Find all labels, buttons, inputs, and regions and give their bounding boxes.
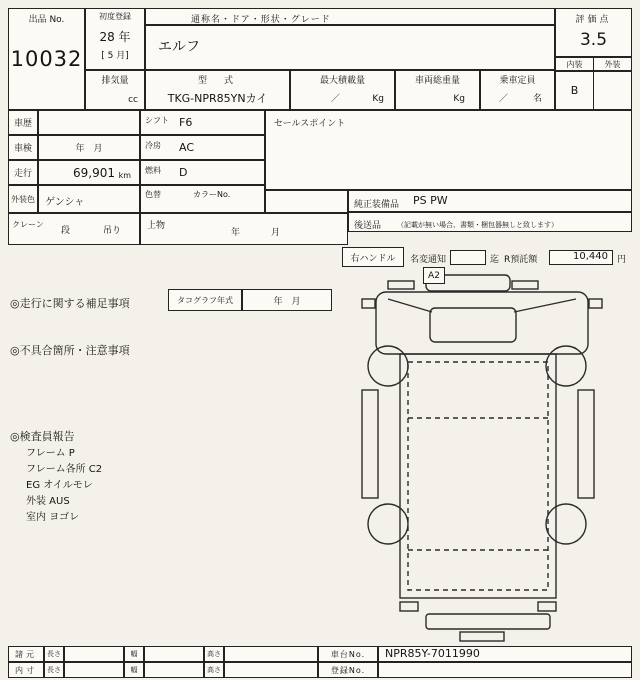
model-code-value: TKG-NPR85YNカイ xyxy=(167,92,268,105)
registration-no-label: 登録No. xyxy=(318,662,378,678)
inspector-report-list xyxy=(26,446,102,526)
until-label: 迄 xyxy=(490,255,500,265)
first-registration-month: [ 5 月] xyxy=(101,51,129,61)
mileage-label: 走行 xyxy=(8,160,38,185)
crane-label: クレーン xyxy=(12,220,44,229)
inner-height-label: 高さ xyxy=(204,662,224,678)
gross-weight-cell xyxy=(395,70,480,110)
chassis-no-value-cell xyxy=(378,646,632,662)
first-registration-cell xyxy=(85,8,145,70)
inspector-report-item: 室内 ヨゴレ xyxy=(26,512,80,523)
capacity-unit: 名 xyxy=(532,94,542,104)
fuel-value: D xyxy=(179,166,188,179)
body-month-label: 月 xyxy=(271,228,281,238)
later-items-cell xyxy=(348,212,632,232)
first-registration-label: 初度登録 xyxy=(99,12,131,21)
crane-stage-label: 段 xyxy=(61,226,71,236)
crane-cell xyxy=(8,213,140,245)
capacity-label: 乗車定員 xyxy=(499,76,536,86)
later-items-note: （記載が無い場合、書類・梱包器無しと致します） xyxy=(397,221,558,229)
mileage-note-heading: ◎走行に関する補足事項 xyxy=(10,297,130,310)
vehicle-name-cell xyxy=(145,25,555,70)
later-items-label: 後送品 xyxy=(354,221,382,231)
inspection-label: 車検 xyxy=(8,135,38,160)
inspector-report-item: EG オイルモレ xyxy=(26,480,93,491)
exterior-color-value: ゲンシャ xyxy=(45,197,85,208)
gross-weight-label: 車両総重量 xyxy=(414,76,460,86)
inspection-value: 年 月 xyxy=(38,135,140,160)
inner-length-label: 長さ xyxy=(44,662,64,678)
body-cell xyxy=(140,213,348,245)
exterior-color-cell xyxy=(38,185,140,213)
history-label: 車歴 xyxy=(8,110,38,135)
repaint-cell xyxy=(140,185,265,213)
vehicle-name-header-label: 通称名・ドア・形状・グレード xyxy=(191,15,331,25)
inner-row-label: 内寸 xyxy=(8,662,44,678)
registration-no-value-cell xyxy=(378,662,632,678)
spec-width-label: 幅 xyxy=(124,646,144,662)
truck-top-view-diagram xyxy=(342,266,634,646)
interior-exterior-values xyxy=(555,71,632,110)
fuel-label: 燃料 xyxy=(145,166,161,175)
sales-point-cell xyxy=(265,110,632,190)
max-load-label: 最大積載量 xyxy=(319,76,365,86)
first-registration-year: 28 年 xyxy=(99,30,131,44)
spec-length-label: 長さ xyxy=(44,646,64,662)
model-code-label: 型 式 xyxy=(197,76,237,86)
inner-width-value xyxy=(144,662,204,678)
deposit-unit: 円 xyxy=(617,255,627,265)
tachograph-label-box: タコグラフ年式 xyxy=(168,289,242,311)
max-load-cell xyxy=(290,70,395,110)
fuel-cell xyxy=(140,160,265,185)
spec-height-value xyxy=(224,646,318,662)
inspector-report-item: 外装 AUS xyxy=(26,496,70,507)
displacement-label: 排気量 xyxy=(101,76,129,86)
model-code-cell xyxy=(145,70,290,110)
grade-mark-badge: A2 xyxy=(423,267,445,284)
body-label: 上物 xyxy=(147,221,166,231)
cooling-cell xyxy=(140,135,265,160)
exterior-grade-value xyxy=(593,72,631,109)
sales-point-label: セールスポイント xyxy=(274,119,346,129)
deposit-value-box xyxy=(549,250,613,265)
mileage-unit: km xyxy=(118,171,131,180)
steering-badge: 右ハンドル xyxy=(342,247,404,267)
lot-number-cell xyxy=(8,8,85,110)
repaint-label: 色替 xyxy=(145,190,161,199)
name-change-date-box xyxy=(450,250,486,265)
inner-length-value xyxy=(64,662,124,678)
body-year-label: 年 xyxy=(231,228,241,238)
chassis-no-label: 車台No. xyxy=(318,646,378,662)
max-load-unit: Kg xyxy=(372,94,384,104)
interior-grade-value: B xyxy=(570,84,579,97)
cooling-label: 冷房 xyxy=(145,141,161,150)
max-load-slash: ／ xyxy=(331,94,341,104)
inner-height-value xyxy=(224,662,318,678)
oem-equipment-label: 純正装備品 xyxy=(354,200,400,210)
defects-heading: ◎不具合箇所・注意事項 xyxy=(10,344,130,357)
inner-width-label: 幅 xyxy=(124,662,144,678)
displacement-cell xyxy=(85,70,145,110)
score-label: 評価点 xyxy=(575,15,612,25)
inspector-report-item: フレーム P xyxy=(26,448,75,459)
vehicle-name-header-cell xyxy=(145,8,555,25)
capacity-cell xyxy=(480,70,555,110)
lot-number-label: 出品 No. xyxy=(28,15,65,25)
score-cell xyxy=(555,8,632,57)
exterior-label: 外装 xyxy=(593,58,631,70)
spec-width-value xyxy=(144,646,204,662)
shift-label: シフト xyxy=(145,116,169,125)
shift-cell xyxy=(140,110,265,135)
lot-number-value: 10032 xyxy=(10,47,83,71)
exterior-color-label: 外装色 xyxy=(8,185,38,213)
cooling-value: AC xyxy=(179,141,195,154)
deposit-value: 10,440 xyxy=(573,251,608,262)
name-change-label: 名変通知 xyxy=(410,255,447,265)
mileage-value: 69,901 xyxy=(73,166,115,180)
oem-equipment-value: PS PW xyxy=(413,194,448,207)
chassis-no-value: NPR85Y-7011990 xyxy=(385,647,480,660)
shift-value: F6 xyxy=(179,116,193,129)
color-no-label: カラーNo. xyxy=(193,190,231,199)
interior-exterior-header xyxy=(555,57,632,71)
deposit-label: R預託額 xyxy=(504,255,538,265)
sales-point-spacer-cell xyxy=(265,190,348,213)
oem-equipment-cell xyxy=(348,190,632,212)
mileage-cell xyxy=(38,160,140,185)
tachograph-value-box: 年 月 xyxy=(242,289,332,311)
spec-length-value xyxy=(64,646,124,662)
spec-height-label: 高さ xyxy=(204,646,224,662)
inspector-report-item: フレーム各所 C2 xyxy=(26,464,103,475)
interior-label: 内装 xyxy=(566,60,583,69)
spec-row-label: 諸元 xyxy=(8,646,44,662)
gross-weight-unit: Kg xyxy=(453,94,465,104)
inspector-heading: ◎検査員報告 xyxy=(10,430,75,443)
vehicle-name-value: エルフ xyxy=(158,39,200,55)
score-value: 3.5 xyxy=(579,30,608,50)
displacement-unit: cc xyxy=(128,95,138,105)
history-value-cell xyxy=(38,110,140,135)
crane-hang-label: 吊り xyxy=(103,226,122,236)
capacity-slash: ／ xyxy=(499,94,509,104)
